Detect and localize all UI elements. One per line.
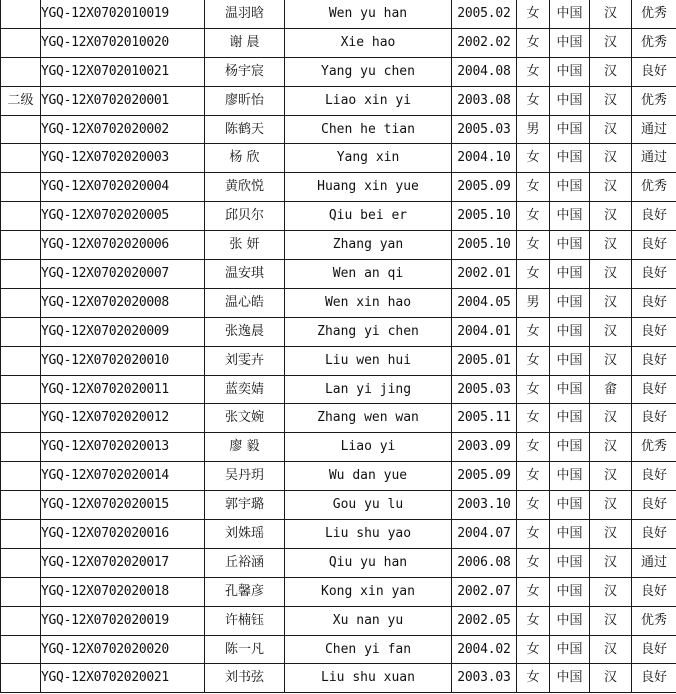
- table-row: [1, 260, 676, 289]
- ethnicity-cell: 汉: [590, 548, 632, 577]
- gender-cell: 女: [517, 664, 550, 693]
- certificate-id-cell: YGQ-12X0702020017: [41, 548, 205, 577]
- pinyin-name-cell: Yang xin: [285, 144, 452, 173]
- nationality-cell: 中国: [550, 664, 590, 693]
- gender-cell: 女: [517, 86, 550, 115]
- birth-date-cell: 2004.10: [452, 144, 517, 173]
- gender-cell: 女: [517, 635, 550, 664]
- pinyin-name-cell: Liao yi: [285, 433, 452, 462]
- grade-cell: 通过: [632, 548, 676, 577]
- birth-date-cell: 2005.01: [452, 346, 517, 375]
- pinyin-name-cell: Liu shu xuan: [285, 664, 452, 693]
- certificate-id-cell: YGQ-12X0702010020: [41, 28, 205, 57]
- student-name-cell: 陈一凡: [205, 635, 285, 664]
- gender-cell: 女: [517, 577, 550, 606]
- gender-cell: 女: [517, 404, 550, 433]
- gender-cell: 女: [517, 433, 550, 462]
- level-cell: [1, 577, 41, 606]
- pinyin-name-cell: Liu wen hui: [285, 346, 452, 375]
- level-cell: [1, 115, 41, 144]
- nationality-cell: 中国: [550, 577, 590, 606]
- table-row: [1, 0, 676, 28]
- level-cell: 二级: [1, 86, 41, 115]
- ethnicity-cell: 汉: [590, 606, 632, 635]
- student-name-cell: 廖 毅: [205, 433, 285, 462]
- student-name-cell: 廖昕怡: [205, 86, 285, 115]
- ethnicity-cell: 汉: [590, 173, 632, 202]
- table-row: [1, 635, 676, 664]
- pinyin-name-cell: Liu shu yao: [285, 520, 452, 549]
- nationality-cell: 中国: [550, 231, 590, 260]
- student-name-cell: 杨宇宸: [205, 57, 285, 86]
- level-cell: [1, 433, 41, 462]
- table-row: [1, 173, 676, 202]
- grade-cell: 良好: [632, 202, 676, 231]
- birth-date-cell: 2004.02: [452, 635, 517, 664]
- student-name-cell: 丘裕涵: [205, 548, 285, 577]
- gender-cell: 男: [517, 115, 550, 144]
- certificate-id-cell: YGQ-12X0702020006: [41, 231, 205, 260]
- student-name-cell: 温安琪: [205, 260, 285, 289]
- nationality-cell: 中国: [550, 635, 590, 664]
- ethnicity-cell: 汉: [590, 260, 632, 289]
- birth-date-cell: 2005.02: [452, 0, 517, 28]
- birth-date-cell: 2004.07: [452, 520, 517, 549]
- table-row: [1, 115, 676, 144]
- table-row: [1, 288, 676, 317]
- gender-cell: 女: [517, 57, 550, 86]
- level-cell: [1, 173, 41, 202]
- birth-date-cell: 2005.03: [452, 375, 517, 404]
- ethnicity-cell: 汉: [590, 520, 632, 549]
- certificate-id-cell: YGQ-12X0702020012: [41, 404, 205, 433]
- certificate-id-cell: YGQ-12X0702020008: [41, 288, 205, 317]
- table-row: [1, 317, 676, 346]
- ethnicity-cell: 汉: [590, 115, 632, 144]
- certificate-id-cell: YGQ-12X0702020005: [41, 202, 205, 231]
- certificate-id-cell: YGQ-12X0702020011: [41, 375, 205, 404]
- gender-cell: 女: [517, 202, 550, 231]
- gender-cell: 女: [517, 606, 550, 635]
- pinyin-name-cell: Kong xin yan: [285, 577, 452, 606]
- birth-date-cell: 2002.07: [452, 577, 517, 606]
- certificate-id-cell: YGQ-12X0702020019: [41, 606, 205, 635]
- pinyin-name-cell: Xu nan yu: [285, 606, 452, 635]
- ethnicity-cell: 汉: [590, 0, 632, 28]
- ethnicity-cell: 汉: [590, 317, 632, 346]
- nationality-cell: 中国: [550, 144, 590, 173]
- certificate-id-cell: YGQ-12X0702020009: [41, 317, 205, 346]
- grade-cell: 优秀: [632, 0, 676, 28]
- certificate-id-cell: YGQ-12X0702020013: [41, 433, 205, 462]
- grade-cell: 优秀: [632, 433, 676, 462]
- student-name-cell: 郭宇璐: [205, 491, 285, 520]
- pinyin-name-cell: Zhang yan: [285, 231, 452, 260]
- table-row: [1, 664, 676, 693]
- nationality-cell: 中国: [550, 548, 590, 577]
- pinyin-name-cell: Xie hao: [285, 28, 452, 57]
- table-row: [1, 433, 676, 462]
- grade-cell: 良好: [632, 288, 676, 317]
- level-cell: [1, 288, 41, 317]
- nationality-cell: 中国: [550, 491, 590, 520]
- level-cell: [1, 28, 41, 57]
- level-cell: [1, 548, 41, 577]
- birth-date-cell: 2005.10: [452, 202, 517, 231]
- pinyin-name-cell: Gou yu lu: [285, 491, 452, 520]
- student-name-cell: 张逸晨: [205, 317, 285, 346]
- birth-date-cell: 2002.05: [452, 606, 517, 635]
- certificate-id-cell: YGQ-12X0702020004: [41, 173, 205, 202]
- birth-date-cell: 2005.09: [452, 462, 517, 491]
- gender-cell: 女: [517, 317, 550, 346]
- level-cell: [1, 57, 41, 86]
- gender-cell: 女: [517, 144, 550, 173]
- level-cell: [1, 635, 41, 664]
- grade-cell: 良好: [632, 375, 676, 404]
- certificate-id-cell: YGQ-12X0702020001: [41, 86, 205, 115]
- nationality-cell: 中国: [550, 202, 590, 231]
- grade-cell: 优秀: [632, 173, 676, 202]
- nationality-cell: 中国: [550, 462, 590, 491]
- ethnicity-cell: 汉: [590, 404, 632, 433]
- student-name-cell: 温心皓: [205, 288, 285, 317]
- level-cell: [1, 346, 41, 375]
- nationality-cell: 中国: [550, 86, 590, 115]
- ethnicity-cell: 汉: [590, 202, 632, 231]
- level-cell: [1, 664, 41, 693]
- ethnicity-cell: 汉: [590, 346, 632, 375]
- certificate-id-cell: YGQ-12X0702020010: [41, 346, 205, 375]
- gender-cell: 女: [517, 0, 550, 28]
- table-row: [1, 520, 676, 549]
- pinyin-name-cell: Wen an qi: [285, 260, 452, 289]
- nationality-cell: 中国: [550, 346, 590, 375]
- ethnicity-cell: 汉: [590, 231, 632, 260]
- student-name-cell: 谢 晨: [205, 28, 285, 57]
- level-cell: [1, 260, 41, 289]
- gender-cell: 男: [517, 288, 550, 317]
- ethnicity-cell: 汉: [590, 491, 632, 520]
- nationality-cell: 中国: [550, 433, 590, 462]
- table-row: [1, 548, 676, 577]
- level-cell: [1, 606, 41, 635]
- birth-date-cell: 2002.02: [452, 28, 517, 57]
- ethnicity-cell: 汉: [590, 57, 632, 86]
- certificate-id-cell: YGQ-12X0702020018: [41, 577, 205, 606]
- nationality-cell: 中国: [550, 520, 590, 549]
- ethnicity-cell: 畲: [590, 375, 632, 404]
- nationality-cell: 中国: [550, 375, 590, 404]
- nationality-cell: 中国: [550, 606, 590, 635]
- grade-cell: 优秀: [632, 86, 676, 115]
- grade-cell: 良好: [632, 317, 676, 346]
- nationality-cell: 中国: [550, 317, 590, 346]
- birth-date-cell: 2004.01: [452, 317, 517, 346]
- ethnicity-cell: 汉: [590, 635, 632, 664]
- level-cell: [1, 462, 41, 491]
- nationality-cell: 中国: [550, 173, 590, 202]
- table-row: [1, 86, 676, 115]
- grade-cell: 良好: [632, 462, 676, 491]
- grade-cell: 良好: [632, 491, 676, 520]
- ethnicity-cell: 汉: [590, 433, 632, 462]
- birth-date-cell: 2002.01: [452, 260, 517, 289]
- pinyin-name-cell: Chen yi fan: [285, 635, 452, 664]
- pinyin-name-cell: Lan yi jing: [285, 375, 452, 404]
- grade-cell: 通过: [632, 115, 676, 144]
- student-name-cell: 许楠钰: [205, 606, 285, 635]
- nationality-cell: 中国: [550, 260, 590, 289]
- level-cell: [1, 231, 41, 260]
- birth-date-cell: 2003.03: [452, 664, 517, 693]
- ethnicity-cell: 汉: [590, 664, 632, 693]
- certificate-id-cell: YGQ-12X0702020014: [41, 462, 205, 491]
- certificate-id-cell: YGQ-12X0702020015: [41, 491, 205, 520]
- grade-cell: 良好: [632, 231, 676, 260]
- grade-cell: 良好: [632, 260, 676, 289]
- pinyin-name-cell: Qiu bei er: [285, 202, 452, 231]
- student-name-cell: 孔馨彦: [205, 577, 285, 606]
- nationality-cell: 中国: [550, 0, 590, 28]
- student-name-cell: 张 妍: [205, 231, 285, 260]
- level-cell: [1, 404, 41, 433]
- gender-cell: 女: [517, 260, 550, 289]
- student-name-cell: 蓝奕婧: [205, 375, 285, 404]
- table-row: [1, 144, 676, 173]
- nationality-cell: 中国: [550, 57, 590, 86]
- certificate-id-cell: YGQ-12X0702020002: [41, 115, 205, 144]
- table-row: [1, 231, 676, 260]
- certificate-id-cell: YGQ-12X0702020020: [41, 635, 205, 664]
- pinyin-name-cell: Wen xin hao: [285, 288, 452, 317]
- grade-cell: 良好: [632, 57, 676, 86]
- table-row: [1, 404, 676, 433]
- gender-cell: 女: [517, 231, 550, 260]
- student-name-cell: 吴丹玥: [205, 462, 285, 491]
- pinyin-name-cell: Yang yu chen: [285, 57, 452, 86]
- birth-date-cell: 2005.09: [452, 173, 517, 202]
- grade-cell: 通过: [632, 144, 676, 173]
- certificate-id-cell: YGQ-12X0702020016: [41, 520, 205, 549]
- level-cell: [1, 144, 41, 173]
- grade-cell: 优秀: [632, 606, 676, 635]
- birth-date-cell: 2005.10: [452, 231, 517, 260]
- nationality-cell: 中国: [550, 404, 590, 433]
- level-cell: [1, 202, 41, 231]
- birth-date-cell: 2003.09: [452, 433, 517, 462]
- grade-cell: 优秀: [632, 28, 676, 57]
- level-cell: [1, 520, 41, 549]
- student-name-cell: 刘姝瑶: [205, 520, 285, 549]
- table-row: [1, 606, 676, 635]
- pinyin-name-cell: Huang xin yue: [285, 173, 452, 202]
- student-name-cell: 刘雯卉: [205, 346, 285, 375]
- grade-cell: 良好: [632, 664, 676, 693]
- birth-date-cell: 2003.08: [452, 86, 517, 115]
- birth-date-cell: 2004.08: [452, 57, 517, 86]
- birth-date-cell: 2005.03: [452, 115, 517, 144]
- pinyin-name-cell: Chen he tian: [285, 115, 452, 144]
- table-row: [1, 346, 676, 375]
- student-name-cell: 杨 欣: [205, 144, 285, 173]
- ethnicity-cell: 汉: [590, 462, 632, 491]
- certificate-id-cell: YGQ-12X0702020021: [41, 664, 205, 693]
- ethnicity-cell: 汉: [590, 577, 632, 606]
- student-name-cell: 陈鹤天: [205, 115, 285, 144]
- pinyin-name-cell: Wen yu han: [285, 0, 452, 28]
- ethnicity-cell: 汉: [590, 288, 632, 317]
- certificate-id-cell: YGQ-12X0702020003: [41, 144, 205, 173]
- table-row: [1, 375, 676, 404]
- ethnicity-cell: 汉: [590, 28, 632, 57]
- gender-cell: 女: [517, 173, 550, 202]
- gender-cell: 女: [517, 520, 550, 549]
- level-cell: [1, 0, 41, 28]
- ethnicity-cell: 汉: [590, 144, 632, 173]
- table-row: [1, 462, 676, 491]
- grade-cell: 良好: [632, 577, 676, 606]
- gender-cell: 女: [517, 548, 550, 577]
- table-row: [1, 57, 676, 86]
- table-row: [1, 577, 676, 606]
- grade-cell: 良好: [632, 346, 676, 375]
- gender-cell: 女: [517, 28, 550, 57]
- table-row: [1, 202, 676, 231]
- gender-cell: 女: [517, 462, 550, 491]
- student-name-cell: 刘书弦: [205, 664, 285, 693]
- level-cell: [1, 491, 41, 520]
- student-name-cell: 张文婉: [205, 404, 285, 433]
- student-name-cell: 黄欣悦: [205, 173, 285, 202]
- certificate-id-cell: YGQ-12X0702010021: [41, 57, 205, 86]
- grade-cell: 良好: [632, 404, 676, 433]
- level-cell: [1, 317, 41, 346]
- nationality-cell: 中国: [550, 288, 590, 317]
- birth-date-cell: 2005.11: [452, 404, 517, 433]
- birth-date-cell: 2003.10: [452, 491, 517, 520]
- gender-cell: 女: [517, 346, 550, 375]
- level-cell: [1, 375, 41, 404]
- nationality-cell: 中国: [550, 28, 590, 57]
- table-row: [1, 491, 676, 520]
- table-row: [1, 28, 676, 57]
- nationality-cell: 中国: [550, 115, 590, 144]
- pinyin-name-cell: Zhang wen wan: [285, 404, 452, 433]
- certificate-id-cell: YGQ-12X0702020007: [41, 260, 205, 289]
- grade-cell: 良好: [632, 520, 676, 549]
- birth-date-cell: 2004.05: [452, 288, 517, 317]
- pinyin-name-cell: Wu dan yue: [285, 462, 452, 491]
- gender-cell: 女: [517, 375, 550, 404]
- roster-body: [1, 0, 676, 693]
- pinyin-name-cell: Liao xin yi: [285, 86, 452, 115]
- student-name-cell: 温羽晗: [205, 0, 285, 28]
- birth-date-cell: 2006.08: [452, 548, 517, 577]
- student-name-cell: 邱贝尔: [205, 202, 285, 231]
- ethnicity-cell: 汉: [590, 86, 632, 115]
- pinyin-name-cell: Zhang yi chen: [285, 317, 452, 346]
- pinyin-name-cell: Qiu yu han: [285, 548, 452, 577]
- certificate-id-cell: YGQ-12X0702010019: [41, 0, 205, 28]
- grade-cell: 良好: [632, 635, 676, 664]
- gender-cell: 女: [517, 491, 550, 520]
